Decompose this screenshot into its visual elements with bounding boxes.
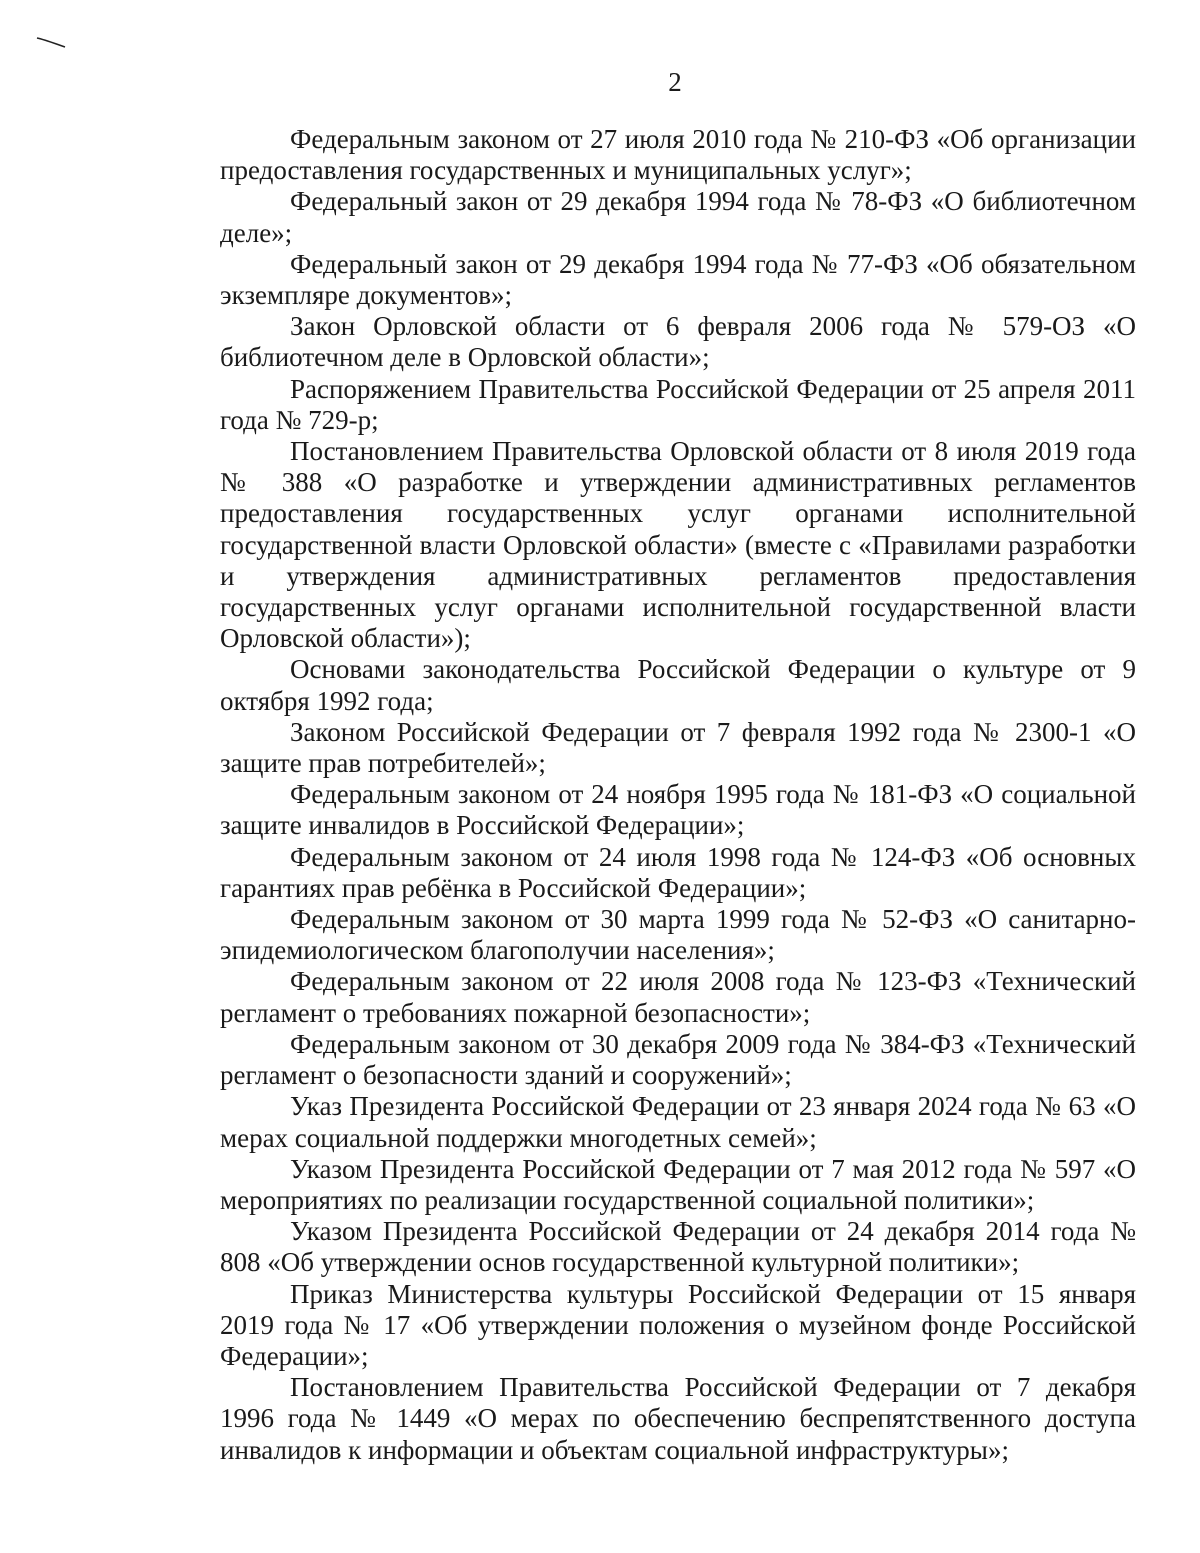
paragraph: Федеральным законом от 24 июля 1998 года № 124-ФЗ «Об основных гарантиях прав ребёнка в Российской Федерации»; [220,841,1136,903]
paragraph: Федеральным законом от 30 марта 1999 года № 52-ФЗ «О санитарно-эпидемиологическом благополучии населения»; [220,904,1136,966]
paragraph: Федеральным законом от 24 ноября 1995 года № 181-ФЗ «О социальной защите инвалидов в Российской Федерации»; [220,779,1136,841]
paragraph: Указ Президента Российской Федерации от 23 января 2024 года № 63 «О мерах социальной поддержки многодетных семей»; [220,1091,1136,1153]
document-body [220,124,1136,1466]
paragraph: Приказ Министерства культуры Российской Федерации от 15 января 2019 года № 17 «Об утверждении положения о музейном фонде Российской Федерации»; [220,1278,1136,1371]
paragraph: Федеральный закон от 29 декабря 1994 года № 78-ФЗ «О библиотечном деле»; [220,186,1136,248]
page-number: 2 [668,67,682,97]
paragraph: Законом Российской Федерации от 7 февраля 1992 года № 2300-1 «О защите прав потребителей»; [220,716,1136,779]
paragraph: Федеральным законом от 22 июля 2008 года № 123-ФЗ «Технический регламент о требованиях пожарной безопасности»; [220,966,1136,1028]
scan-mark [36,36,66,48]
paragraph: Федеральным законом от 30 декабря 2009 года № 384-ФЗ «Технический регламент о безопасности зданий и сооружений»; [220,1028,1136,1091]
paragraph: Федеральным законом от 27 июля 2010 года № 210-ФЗ «Об организации предоставления государственных и муниципальных услуг»; [220,124,1136,186]
paragraph: Указом Президента Российской Федерации от 24 декабря 2014 года № 808 «Об утверждении основ государственной культурной политики»; [220,1216,1136,1278]
paragraph: Постановлением Правительства Российской Федерации от 7 декабря 1996 года № 1449 «О мерах по обеспечению беспрепятственного доступа инвалидов к информации и объектам социальной инфраструктуры»; [220,1372,1136,1465]
paragraph: Постановлением Правительства Орловской области от 8 июля 2019 года № 388 «О разработке и утверждении административных регламентов предоставления государственных услуг органами исполнительной государственной власти Орловской области» (вместе с «Правилами разработки и утверждения административных регламентов предоставления государственных услуг органами исполнительной государственной власти Орловской области»); [220,436,1136,654]
paragraph: Указом Президента Российской Федерации от 7 мая 2012 года № 597 «О мероприятиях по реализации государственной социальной политики»; [220,1153,1136,1215]
paragraph: Основами законодательства Российской Федерации о культуре от 9 октября 1992 года; [220,654,1136,716]
paragraph: Закон Орловской области от 6 февраля 2006 года № 579-ОЗ «О библиотечном деле в Орловской области»; [220,311,1136,373]
paragraph: Распоряжением Правительства Российской Федерации от 25 апреля 2011 года № 729-р; [220,373,1136,435]
paragraph: Федеральный закон от 29 декабря 1994 года № 77-ФЗ «Об обязательном экземпляре документов»; [220,248,1136,311]
